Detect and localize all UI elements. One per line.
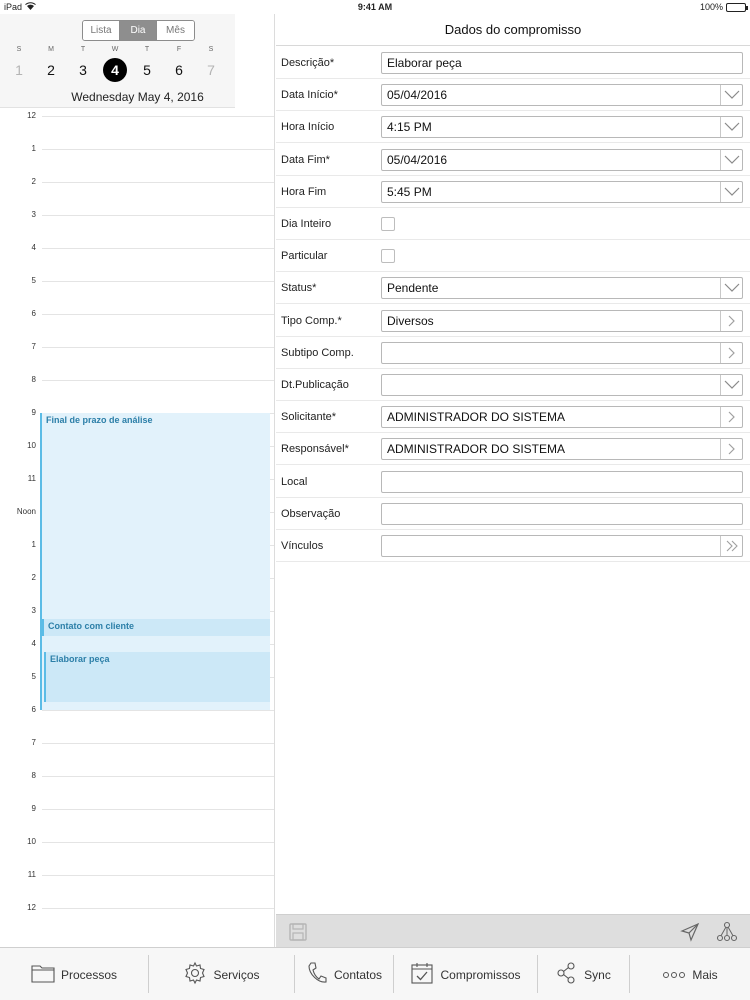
tab-lista[interactable]: Lista [83, 21, 120, 40]
day-number: 5 [143, 62, 151, 78]
hour-gridline [42, 809, 274, 810]
tab-label: Sync [584, 967, 611, 982]
tab-mais[interactable] [630, 948, 750, 1000]
hour-label: 10 [27, 837, 36, 846]
hour-label: 10 [27, 441, 36, 450]
field-label: Status* [281, 282, 317, 295]
hour-label: 12 [27, 111, 36, 120]
tab-sync[interactable] [538, 948, 629, 1000]
week-strip [0, 46, 235, 86]
field-label: Hora Início [281, 121, 335, 134]
hour-label: 5 [31, 672, 36, 681]
hour-gridline [42, 215, 274, 216]
week-day[interactable] [164, 46, 194, 81]
chevron-down-icon[interactable] [720, 150, 742, 170]
form-row [276, 401, 750, 433]
calendar-check-icon [410, 961, 434, 988]
field-label: Dia Inteiro [281, 218, 332, 230]
tab-contatos[interactable] [295, 948, 393, 1000]
hour-gridline [42, 776, 274, 777]
hour-label: 11 [27, 474, 36, 483]
form-row [276, 240, 750, 272]
form-row [276, 369, 750, 401]
tab-label: Contatos [333, 967, 383, 982]
day-number: 6 [175, 62, 183, 78]
field-label: Tipo Comp.* [281, 314, 342, 327]
form-row [276, 530, 750, 562]
full-date: Wednesday May 4, 2016 [71, 90, 204, 104]
day-number: 1 [15, 62, 23, 78]
field-label: Particular [281, 250, 328, 263]
hour-gridline [42, 875, 274, 876]
hour-label: 1 [31, 144, 36, 153]
field-label: Solicitante* [281, 411, 337, 424]
field-label: Hora Fim [281, 185, 327, 198]
chevron-right-icon[interactable] [720, 343, 742, 363]
form-row [276, 176, 750, 208]
device-name: iPad [4, 2, 23, 12]
hour-label: 7 [31, 342, 36, 351]
weekday-letter: T [144, 46, 150, 53]
form-row [276, 337, 750, 369]
tab-mes[interactable]: Mês [157, 21, 194, 40]
tab-bar [0, 947, 750, 1000]
tab-compromissos[interactable] [394, 948, 537, 1000]
hour-label: 2 [31, 573, 36, 582]
hour-label: Noon [16, 507, 36, 516]
form-row [276, 144, 750, 176]
sync-icon [556, 961, 578, 988]
field-picker[interactable] [381, 116, 743, 138]
tab-label: Serviços [213, 967, 260, 982]
field-value: Diversos [387, 313, 434, 328]
hour-label: 11 [27, 870, 36, 879]
hour-label: 2 [31, 177, 36, 186]
chevron-right-icon[interactable] [720, 407, 742, 427]
hour-gridline [42, 710, 274, 711]
status-bar [0, 0, 750, 14]
hour-label: 5 [31, 276, 36, 285]
form-row [276, 111, 750, 143]
field-picker[interactable] [381, 149, 743, 171]
field-picker[interactable] [381, 181, 743, 203]
chevron-down-icon[interactable] [720, 375, 742, 395]
chevron-down-icon[interactable] [720, 117, 742, 137]
hour-label: 3 [31, 606, 36, 615]
field-input[interactable] [381, 471, 743, 493]
form-toolbar [276, 914, 750, 947]
field-picker[interactable] [381, 342, 743, 364]
hour-gridline [42, 380, 274, 381]
form-row [276, 272, 750, 304]
selected-day-number: 4 [103, 58, 127, 82]
field-label: Local [281, 475, 308, 488]
field-label: Descrição* [281, 57, 335, 69]
folder-icon [31, 963, 55, 986]
form-row [276, 305, 750, 337]
weekday-letter: W [111, 46, 119, 53]
week-day[interactable] [132, 46, 162, 81]
hour-gridline [42, 248, 274, 249]
hour-gridline [42, 281, 274, 282]
hour-gridline [42, 116, 274, 117]
field-label: Data Início* [281, 89, 338, 102]
weekday-letter: T [80, 46, 86, 53]
week-day[interactable] [36, 46, 66, 81]
field-label: Data Fim* [281, 153, 330, 166]
field-checkbox[interactable] [381, 217, 395, 231]
hour-label: 8 [31, 375, 36, 384]
chevron-right-icon[interactable] [720, 311, 742, 331]
hour-label: 12 [27, 903, 36, 912]
chevron-right-icon[interactable] [720, 439, 742, 459]
hour-gridline [42, 149, 274, 150]
appointment-form-panel [276, 14, 750, 947]
hour-label: 1 [31, 540, 36, 549]
hour-gridline [42, 182, 274, 183]
calendar-event[interactable]: Elaborar peça [44, 652, 270, 702]
week-day[interactable] [4, 46, 34, 81]
form-row [276, 79, 750, 111]
form-row [276, 208, 750, 240]
field-value: ADMINISTRADOR DO SISTEMA [387, 410, 566, 425]
field-value: 5:45 PM [387, 184, 432, 199]
hour-gridline [42, 743, 274, 744]
more-icon [662, 968, 686, 982]
week-day-selected[interactable] [100, 46, 130, 82]
field-value: ADMINISTRADOR DO SISTEMA [387, 442, 566, 457]
day-number: 2 [47, 62, 55, 78]
tab-label: Mais [692, 967, 718, 982]
tab-dia[interactable]: Dia [120, 21, 157, 40]
weekday-letter: M [48, 46, 54, 53]
field-value: 4:15 PM [387, 120, 432, 135]
tab-label: Compromissos [440, 967, 521, 982]
tab-servicos[interactable] [149, 948, 294, 1000]
field-checkbox[interactable] [381, 249, 395, 263]
field-value: 05/04/2016 [387, 88, 448, 103]
hour-label: 6 [31, 705, 36, 714]
phone-icon [306, 961, 328, 988]
chevron-down-icon[interactable] [720, 85, 742, 105]
field-label: Responsável* [281, 443, 349, 456]
tab-label: Processos [60, 967, 118, 982]
field-label: Observação [281, 507, 341, 520]
field-picker[interactable] [381, 277, 743, 299]
field-value: 05/04/2016 [387, 152, 448, 167]
calendar-event[interactable]: Final de prazo de análise [40, 413, 270, 710]
hour-gridline [42, 842, 274, 843]
clock: 9:41 AM [357, 2, 393, 12]
field-picker[interactable] [381, 438, 743, 460]
hour-label: 9 [31, 804, 36, 813]
hour-label: 7 [31, 738, 36, 747]
field-value: Elaborar peça [387, 56, 462, 70]
hour-gridline [42, 908, 274, 909]
share-icon[interactable] [716, 921, 738, 948]
double-chevron-right-icon[interactable] [720, 536, 742, 556]
hour-gridline [42, 314, 274, 315]
field-label: Vínculos [281, 540, 324, 552]
field-input[interactable] [381, 52, 743, 74]
battery-icon [726, 3, 746, 12]
hour-gridline [42, 347, 274, 348]
hour-label: 9 [31, 408, 36, 417]
form-row [276, 466, 750, 498]
weekday-letter: F [176, 46, 182, 53]
chevron-down-icon[interactable] [720, 278, 742, 298]
save-icon[interactable] [288, 922, 308, 947]
hour-label: 4 [31, 639, 36, 648]
weekday-letter: S [208, 46, 214, 53]
field-picker[interactable] [381, 84, 743, 106]
hour-label: 3 [31, 210, 36, 219]
hour-label: 8 [31, 771, 36, 780]
field-picker[interactable] [381, 374, 743, 396]
field-value: Pendente [387, 281, 439, 296]
form-row [276, 498, 750, 530]
day-number: 7 [207, 62, 215, 78]
form-row [276, 47, 750, 79]
field-picker[interactable] [381, 310, 743, 332]
form-row [276, 433, 750, 465]
battery-percent: 100% [699, 2, 723, 12]
view-switcher [82, 20, 195, 41]
hour-label: 4 [31, 243, 36, 252]
gear-icon [183, 961, 207, 988]
send-icon[interactable] [680, 922, 700, 947]
hour-label: 6 [31, 309, 36, 318]
field-label: Dt.Publicação [281, 379, 349, 391]
tab-processos[interactable] [0, 948, 148, 1000]
week-day[interactable] [196, 46, 226, 81]
field-picker[interactable] [381, 406, 743, 428]
field-input[interactable] [381, 503, 743, 525]
field-label: Subtipo Comp. [281, 346, 354, 359]
weekday-letter: S [16, 46, 22, 53]
calendar-panel [0, 14, 275, 947]
week-day[interactable] [68, 46, 98, 81]
chevron-down-icon[interactable] [720, 182, 742, 202]
calendar-header [0, 14, 235, 108]
calendar-event[interactable]: Contato com cliente [42, 619, 270, 636]
day-number: 3 [79, 62, 87, 78]
form-title: Dados do compromisso [276, 14, 750, 46]
field-picker[interactable] [381, 535, 743, 557]
